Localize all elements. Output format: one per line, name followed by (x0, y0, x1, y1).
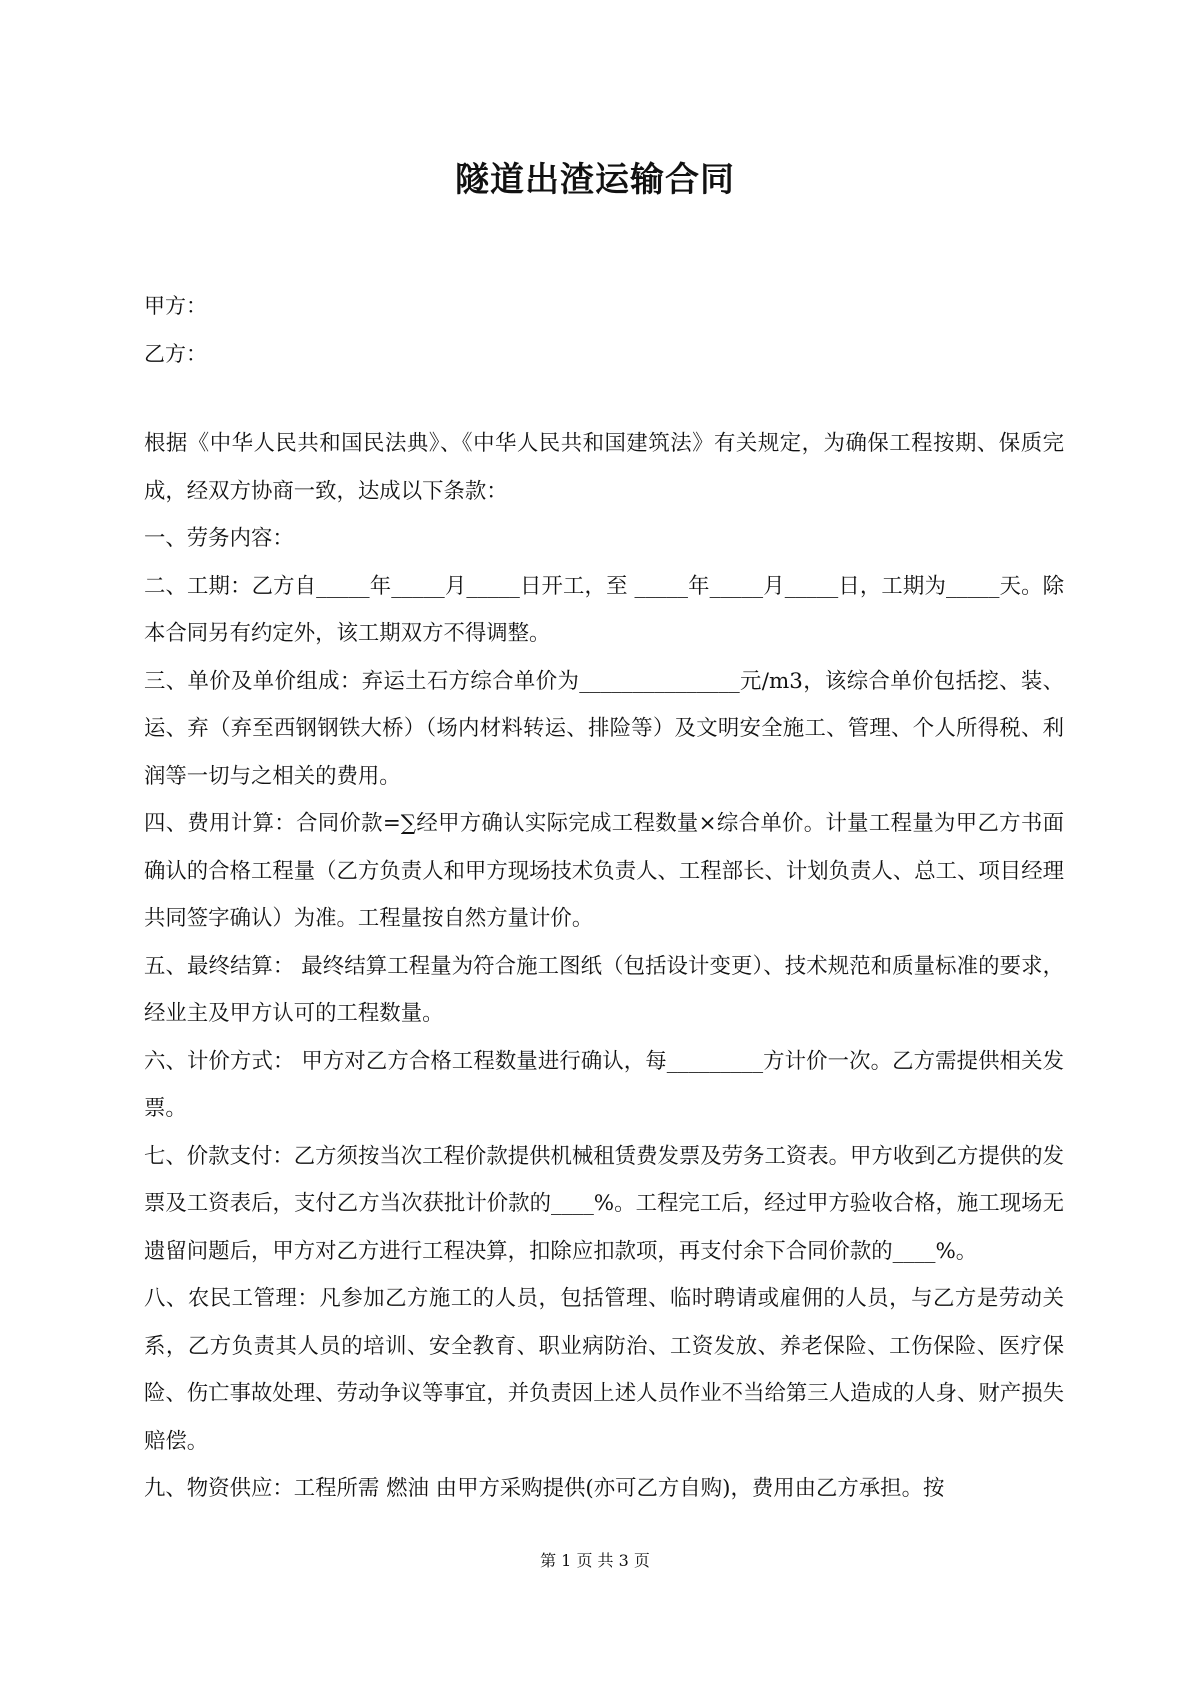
parties-block (144, 282, 1064, 378)
clause-9-material-supply: 九、物资供应：工程所需 燃油 由甲方采购提供(亦可乙方自购)，费用由乙方承担。按 (144, 1476, 945, 1501)
preamble-paragraph: 根据《中华人民共和国民法典》、《中华人民共和国建筑法》有关规定，为确保工程按期、保质完成，经双方协商一致，达成以下条款： (144, 431, 1064, 504)
contract-body (144, 420, 1064, 1513)
clause-2-schedule: 二、工期：乙方自_____年_____月_____日开工，至 _____年_____月_____日，工期为_____天。除本合同另有约定外，该工期双方不得调整。 (144, 573, 1064, 646)
clause-8-worker-management: 八、农民工管理：凡参加乙方施工的人员，包括管理、临时聘请或雇佣的人员，与乙方是劳动关系，乙方负责其人员的培训、安全教育、职业病防治、工资发放、养老保险、工伤保险、医疗保险、伤亡事故处理、劳动争议等事宜，并负责因上述人员作业不当给第三人造成的人身、财产损失赔偿。 (144, 1286, 1064, 1454)
page-number-footer: 第 1 页 共 3 页 (540, 1551, 650, 1570)
clause-7-payment: 七、价款支付：乙方须按当次工程价款提供机械租赁费发票及劳务工资表。甲方收到乙方提供的发票及工资表后，支付乙方当次获批计价款的____%。工程完工后，经过甲方验收合格，施工现场无遗留问题后，甲方对乙方进行工程决算，扣除应扣款项，再支付余下合同价款的____%。 (144, 1143, 1064, 1264)
document-title: 隧道出渣运输合同 (455, 160, 735, 200)
clause-1-labor-content: 一、劳务内容： (144, 526, 294, 551)
clause-4-cost-calculation: 四、费用计算：合同价款=∑经甲方确认实际完成工程数量×综合单价。计量工程量为甲乙方书面确认的合格工程量（乙方负责人和甲方现场技术负责人、工程部长、计划负责人、总工、项目经理共同签字确认）为准。工程量按自然方量计价。 (144, 811, 1064, 931)
clause-3-unit-price: 三、单价及单价组成：弃运土石方综合单价为_______________元/m3，该综合单价包括挖、装、运、弃（弃至西钢钢铁大桥）（场内材料转运、排险等）及文明安全施工、管理、个人所得税、利润等一切与之相关的费用。 (144, 668, 1064, 789)
clause-5-final-settlement: 五、最终结算： 最终结算工程量为符合施工图纸（包括设计变更）、技术规范和质量标准的要求，经业主及甲方认可的工程数量。 (144, 953, 1064, 1026)
party-b-label: 乙方： (144, 342, 207, 366)
clause-6-pricing-method: 六、计价方式： 甲方对乙方合格工程数量进行确认，每_________方计价一次。乙方需提供相关发票。 (144, 1048, 1064, 1121)
party-a-label: 甲方： (144, 294, 207, 318)
